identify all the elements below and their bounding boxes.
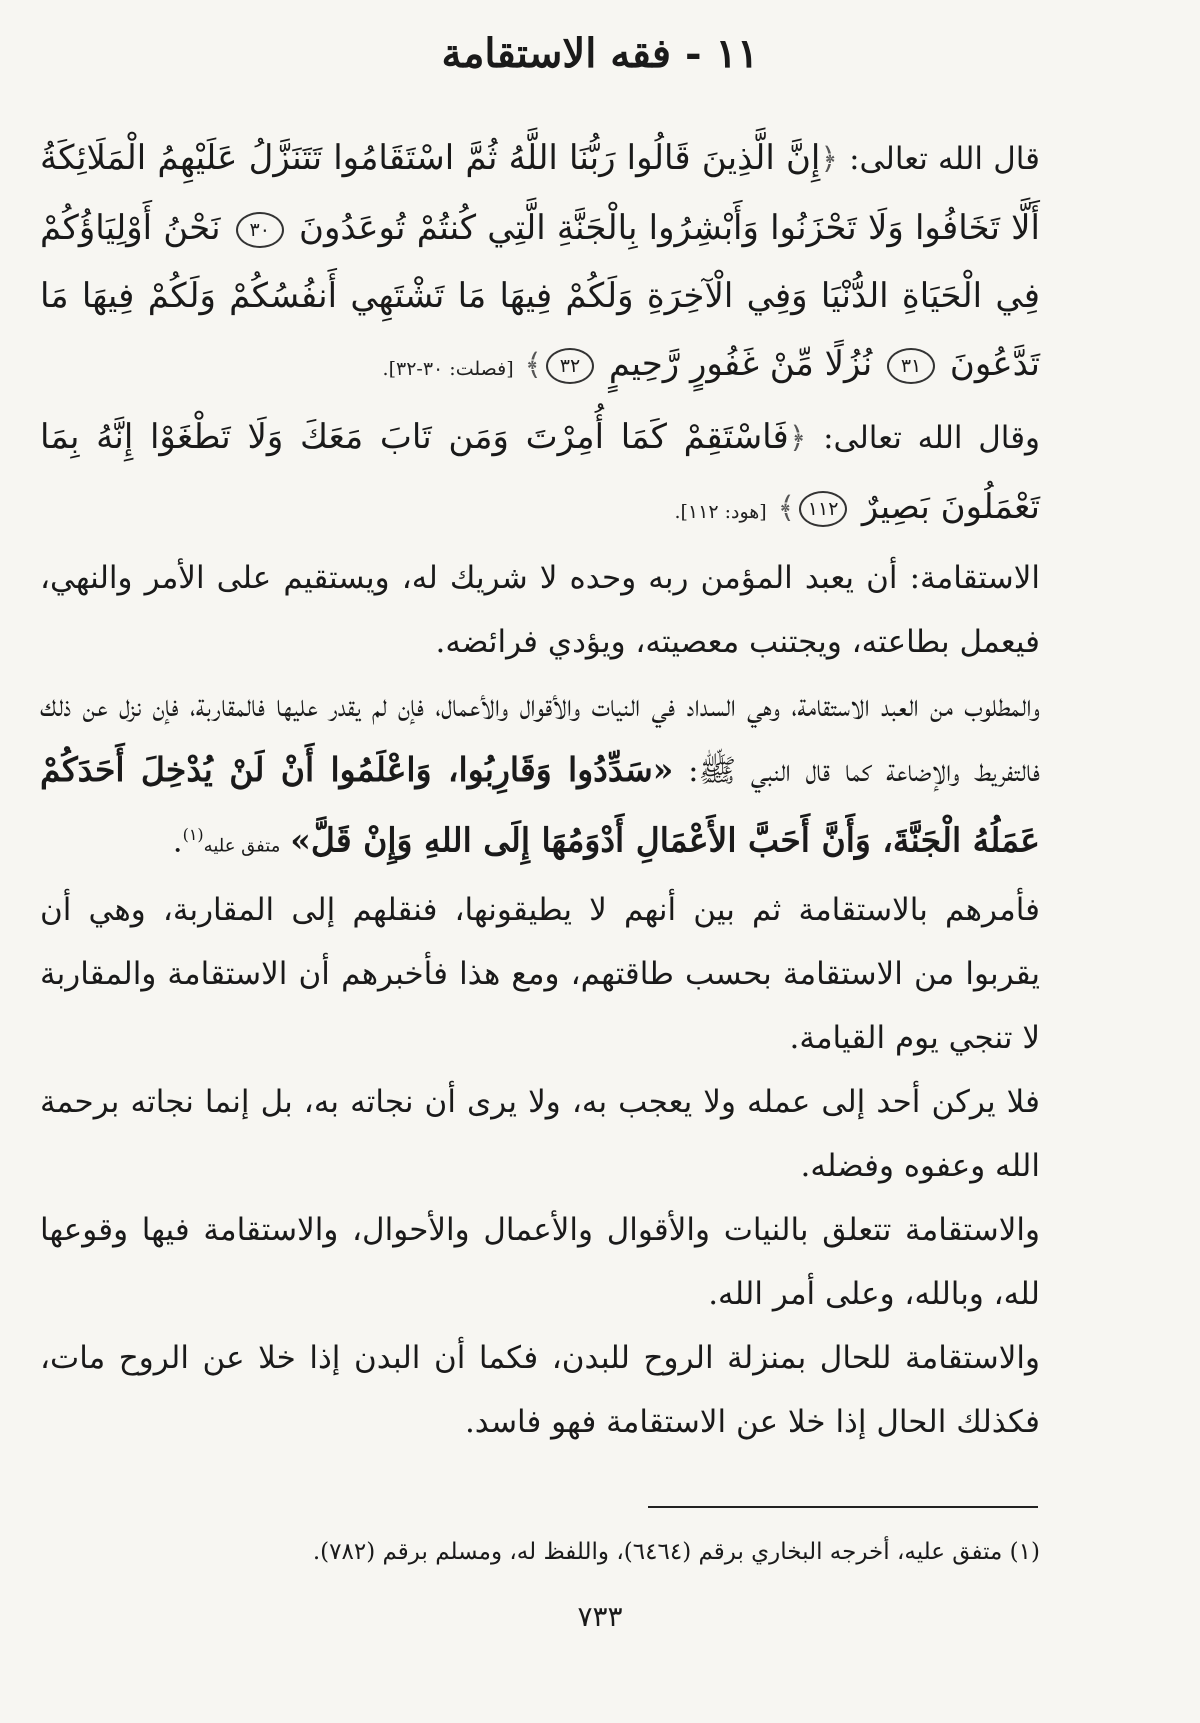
verse-text: فَاسْتَقِمْ كَمَا أُمِرْتَ وَمَن تَابَ مَعَكَ وَلَا تَطْغَوْا إِنَّهُ بِمَا تَعْمَلُونَ بَصِيرٌ <box>40 417 1040 527</box>
hadith-attribution: متفق عليه <box>203 835 281 857</box>
paragraph-scope: والاستقامة تتعلق بالنيات والأقوال والأعمال والأحوال، والاستقامة فيها وقوعها لله، وبالله، وعلى أمر الله. <box>40 1212 1040 1313</box>
paragraph-text: والمطلوب من العبد الاستقامة، وهي السداد في النيات والأقوال والأعمال، فإن لم يقدر عليها فالمقاربة، فإن نزل عن ذلك فالتفريط والإضاعة كما قال النبي ﷺ: <box>40 688 1040 789</box>
verse-intro: وقال الله تعالى: <box>823 420 1040 456</box>
page-number: ٧٣٣ <box>577 1600 623 1633</box>
footnote-marker: (١) <box>182 825 204 844</box>
hadith-quote: «سَدِّدُوا وَقَارِبُوا، وَاعْلَمُوا أَنْ لَنْ يُدْخِلَ أَحَدَكُمْ عَمَلُهُ الْجَنَّةَ، وَأَنَّ أَحَبَّ الأَعْمَالِ أَدْوَمُهَا إِلَى اللهِ وَإِنْ قَلَّ» <box>40 750 1040 860</box>
paragraph-reliance: فلا يركن أحد إلى عمله ولا يعجب به، ولا يرى أن نجاته به، بل إنما نجاته برحمة الله وعفوه وفضله. <box>40 1084 1040 1185</box>
quran-verse-fussilat <box>40 124 1040 403</box>
ayah-number-marker: ١١٢ <box>799 491 847 527</box>
footnote-divider <box>648 1506 1038 1508</box>
verse-text: نَحْنُ أَوْلِيَاؤُكُمْ فِي الْحَيَاةِ الدُّنْيَا وَفِي الْآخِرَةِ وَلَكُمْ فِيهَا مَا تَشْتَهِي أَنفُسُكُمْ وَلَكُمْ فِيهَا مَا تَدَّعُونَ <box>40 208 1040 384</box>
paragraph-hadith: والمطلوب من العبد الاستقامة، وهي السداد في النيات والأقوال والأعمال، فإن لم يقدر عليها فالمقاربة، فإن نزل عن ذلك فالتفريط والإضاعة كما قال النبي ﷺ: «سَدِّدُوا وَقَارِبُوا، وَاعْلَمُوا أَنْ لَنْ يُدْخِلَ أَحَدَكُمْ عَمَلُهُ الْجَنَّةَ، وَأَنَّ أَحَبَّ الأَعْمَالِ أَدْوَمُهَا إِلَى اللهِ وَإِنْ قَلَّ» متفق عليه$^{(١)}$. <box>40 688 1040 860</box>
page-body <box>40 124 1040 1454</box>
verse-intro: قال الله تعالى: <box>849 141 1040 177</box>
paragraph-definition: الاستقامة: أن يعبد المؤمن ربه وحده لا شريك له، ويستقيم على الأمر والنهي، فيعمل بطاعته، ويجتنب معصيته، ويؤدي فرائضه. <box>40 560 1040 660</box>
verse-reference: [هود: ١١٢]. <box>674 501 767 523</box>
ayah-number-marker: ٣١ <box>887 348 935 384</box>
ayah-number-marker: ٣٠ <box>236 212 284 248</box>
footnote: (١) متفق عليه، أخرجه البخاري برقم (٦٤٦٤)، واللفظ له، ومسلم برقم (٧٨٢). <box>312 1539 1040 1565</box>
chapter-title: ١١ - فقه الاستقامة <box>441 30 759 77</box>
verse-open-bracket: ﴿ <box>820 142 838 177</box>
paragraph-explanation: فأمرهم بالاستقامة ثم بين أنهم لا يطيقونها، فنقلهم إلى المقاربة، وهي أن يقربوا من الاستقامة بحسب طاقتهم، ومع هذا فأخبرهم أن الاستقامة والمقاربة لا تنجي يوم القيامة. <box>40 892 1040 1057</box>
paragraph-analogy: والاستقامة للحال بمنزلة الروح للبدن، فكما أن البدن إذا خلا عن الروح مات، فكذلك الحال إذا خلا عن الاستقامة فهو فاسد. <box>40 1340 1040 1441</box>
verse-text: إِنَّ الَّذِينَ قَالُوا رَبُّنَا اللَّهُ ثُمَّ اسْتَقَامُوا تَتَنَزَّلُ عَلَيْهِمُ الْمَلَائِكَةُ أَلَّا تَخَافُوا وَلَا تَحْزَنُوا وَأَبْشِرُوا بِالْجَنَّةِ الَّتِي كُنتُمْ تُوعَدُونَ <box>40 138 1040 248</box>
ayah-number-marker: ٣٢ <box>546 348 594 384</box>
verse-open-bracket: ﴿ <box>788 421 807 456</box>
verse-close-bracket: ﴾ <box>777 491 796 526</box>
verse-close-bracket: ﴾ <box>524 348 542 383</box>
verse-text: نُزُلًا مِّنْ غَفُورٍ رَّحِيمٍ <box>608 344 873 384</box>
verse-reference: [فصلت: ٣٠-٣٢]. <box>382 358 514 380</box>
quran-verse-hud <box>40 403 1040 546</box>
